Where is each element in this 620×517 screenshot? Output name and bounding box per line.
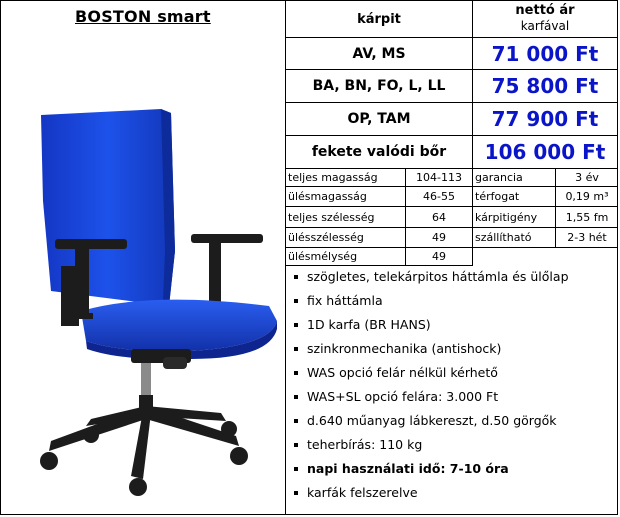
feature-item: WAS opció felár nélkül kérhető — [291, 361, 569, 385]
spec-value: 64 — [432, 210, 446, 224]
spec-name: térfogat — [475, 190, 520, 203]
header-upholstery: kárpit — [357, 11, 401, 27]
spec-value: 3 év — [575, 171, 599, 184]
feature-item: szinkronmechanika (antishock) — [291, 337, 569, 361]
feature-item: d.640 műanyag lábkereszt, d.50 görgők — [291, 409, 569, 433]
spec-value: 49 — [432, 231, 446, 244]
spec-value: 49 — [432, 250, 446, 263]
spec-name: ülésmagasság — [288, 190, 367, 203]
price-row-label: BA, BN, FO, L, LL — [312, 78, 446, 94]
feature-item: napi használati idő: 7-10 óra — [291, 457, 569, 481]
spec-name: teljes szélesség — [288, 210, 375, 224]
spec-value: 46-55 — [423, 190, 455, 203]
spec-value: 1,55 fm — [565, 210, 609, 224]
price-value: 106 000 Ft — [484, 140, 606, 164]
spec-value: 104-113 — [416, 171, 462, 184]
spec-name: szállítható — [475, 231, 532, 244]
feature-item: fix háttámla — [291, 289, 569, 313]
price-value: 75 800 Ft — [491, 74, 599, 98]
product-title: BOSTON smart — [75, 7, 211, 26]
spec-name: ülésszélesség — [288, 231, 364, 244]
feature-item: szögletes, telekárpitos háttámla és ülőlap — [291, 265, 569, 289]
spec-name: ülésmélység — [288, 250, 358, 263]
feature-list — [291, 265, 569, 505]
feature-item: teherbírás: 110 kg — [291, 433, 569, 457]
spec-value: 0,19 m³ — [565, 190, 609, 203]
spec-name: garancia — [475, 171, 523, 184]
header-price — [473, 1, 617, 37]
feature-item: karfák felszerelve — [291, 481, 569, 505]
price-row-label: AV, MS — [352, 45, 406, 62]
office-chair-image — [31, 101, 281, 501]
price-row-label: fekete valódi bőr — [311, 144, 447, 160]
spec-name: teljes magasság — [288, 171, 378, 184]
price-value: 77 900 Ft — [491, 107, 599, 131]
feature-item: WAS+SL opció felára: 3.000 Ft — [291, 385, 569, 409]
spec-value: 2-3 hét — [567, 231, 607, 244]
feature-item: 1D karfa (BR HANS) — [291, 313, 569, 337]
spec-name: kárpitigény — [475, 210, 538, 224]
header-price-title: nettó ár — [515, 3, 575, 18]
header-price-subtitle: karfával — [520, 19, 570, 33]
price-value: 71 000 Ft — [491, 41, 599, 66]
price-row-label: OP, TAM — [347, 111, 411, 127]
